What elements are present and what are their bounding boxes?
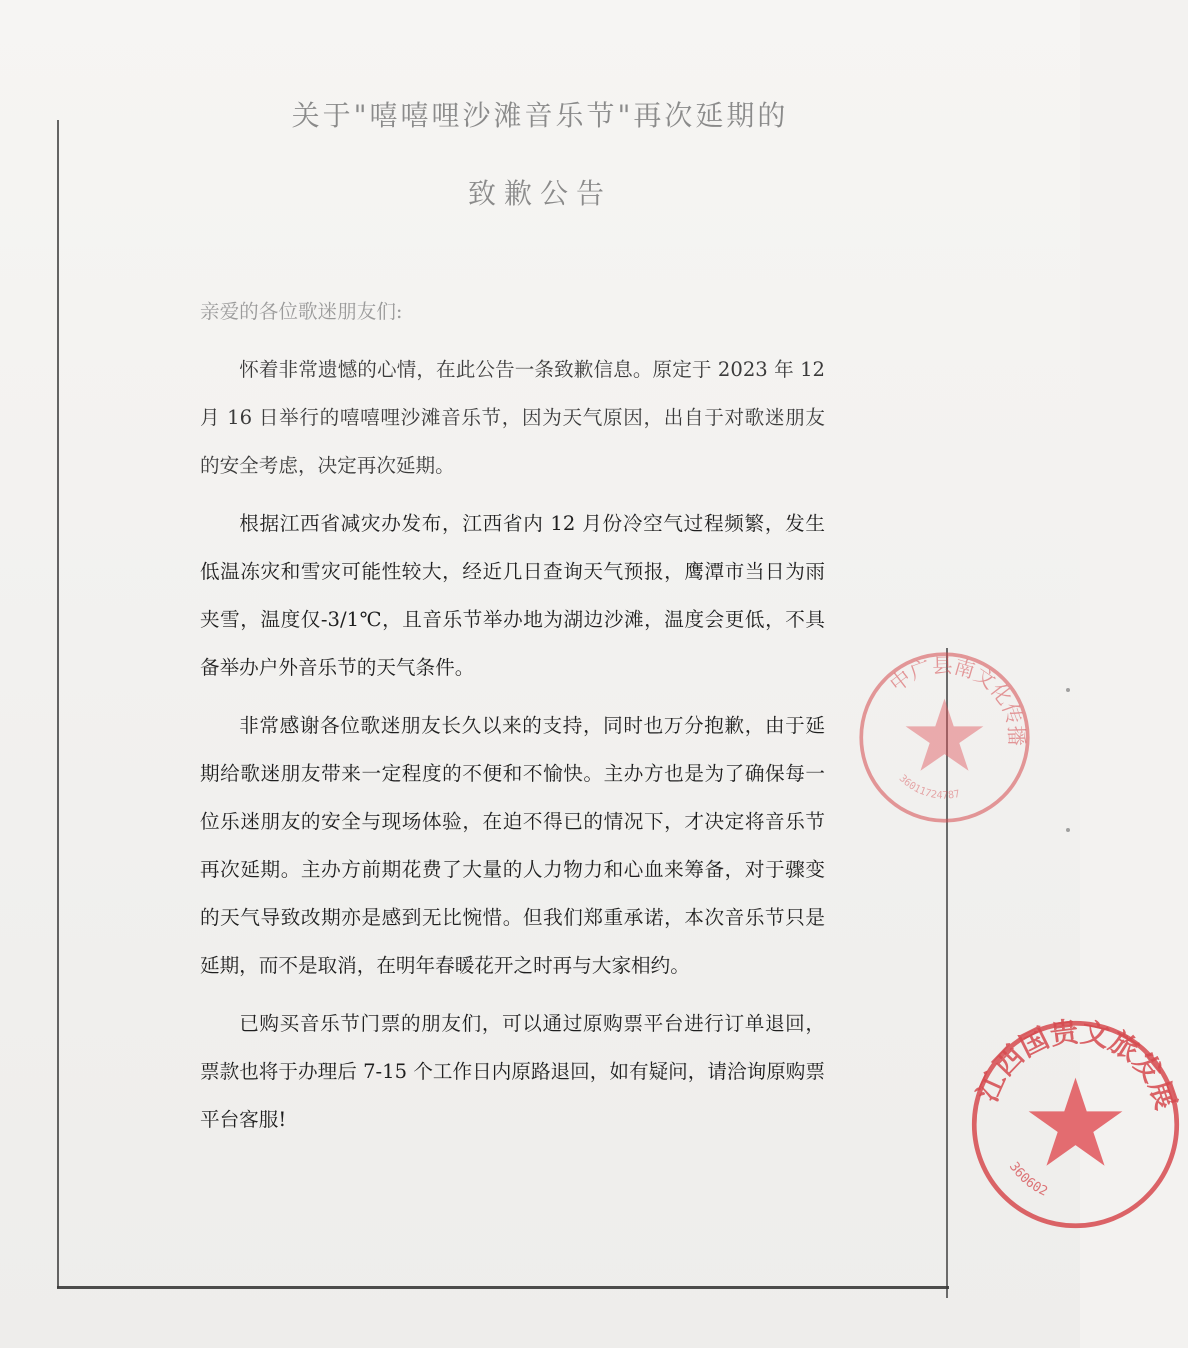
official-seal-1 (852, 645, 1037, 830)
left-border-line (57, 120, 59, 1288)
seal-2-star-icon (1029, 1078, 1123, 1166)
paragraph-postponement-notice: 怀着非常遗憾的心情，在此公告一条致歉信息。原定于 2023 年 12 月 16 日举行的嘻嘻哩沙滩音乐节，因为天气原因，出自于对歌迷朋友的安全考虑，决定再次延期。 (200, 358, 825, 477)
bottom-border-line (57, 1286, 949, 1289)
document-body (200, 288, 825, 1154)
seal-2-number-text (1006, 1160, 1050, 1200)
seal-1-number: 36011724787 (896, 773, 962, 802)
document-title-line-1: 关于"嘻嘻哩沙滩音乐节"再次延期的 (291, 99, 789, 132)
paragraph-weather-reason: 根据江西省减灾办发布，江西省内 12 月份冷空气过程频繁，发生低温冻灾和雪灾可能性较大，经近几日查询天气预报，鹰潭市当日为雨夹雪，温度仅-3/1℃，且音乐节举办地为湖边沙滩，温度会更低，不具备举办户外音乐节的天气条件。 (200, 512, 825, 679)
official-seal-2 (963, 1012, 1188, 1237)
paragraph-refund-info: 已购买音乐节门票的朋友们，可以通过原购票平台进行订单退回，票款也将于办理后 7-15 个工作日内原路退回，如有疑问，请洽询原购票平台客服! (200, 1012, 825, 1131)
seal-1-text: 中广县南文化传播 (885, 653, 1029, 747)
edge-mark (1066, 688, 1070, 692)
paragraph-apology: 非常感谢各位歌迷朋友长久以来的支持，同时也万分抱歉，由于延期给歌迷朋友带来一定程度的不便和不愉快。主办方也是为了确保每一位乐迷朋友的安全与现场体验，在迫不得已的情况下，才决定将音乐节再次延期。主办方前期花费了大量的人力物力和心血来筹备，对于骤变的天气导致改期亦是感到无比惋惜。但我们郑重承诺，本次音乐节只是延期，而不是取消，在明年春暖花开之时再与大家相约。 (200, 714, 825, 977)
document-title-line-2: 致歉公告 (467, 177, 612, 210)
seal-2-text: 江西国贵文旅发展 (970, 1015, 1183, 1114)
seal-1-number-text (897, 773, 962, 801)
edge-mark (1066, 828, 1070, 832)
greeting-line: 亲爱的各位歌迷朋友们: (200, 300, 403, 323)
seal-2-number: 360602 (1005, 1159, 1050, 1200)
seal-1-star-icon (906, 699, 984, 771)
